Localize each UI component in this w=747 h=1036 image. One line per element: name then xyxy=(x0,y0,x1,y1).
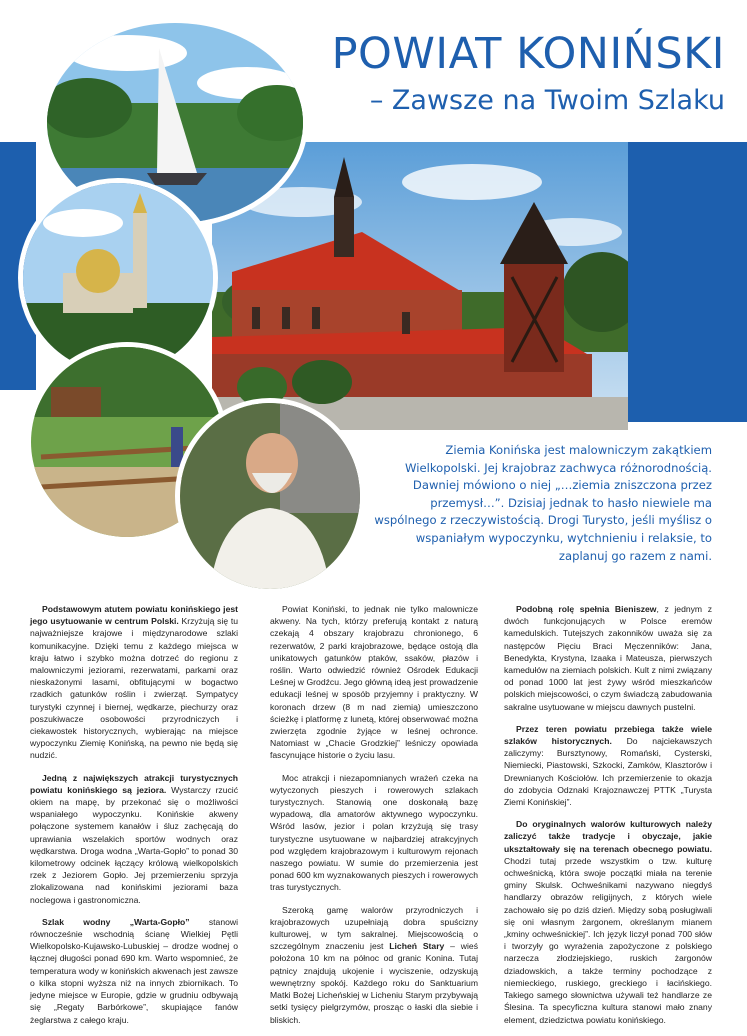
col1-paragraph-1: Podstawowym atutem powiatu konińskiego jest jego usytuowanie w centrum Polski. Krzyżują się tu najważniejsze krajowe i międzynarodowe szlaki komunikacyjne. Dzięki temu z każdego miejsca w kraju łatwo i szybko można dotrzeć do regionu z malowniczymi jeziorami, rezerwatami, parkami oraz nieskażonymi lasami, obfitującymi w bogactwo rzadkich gatunków roślin i zwierząt. Sympatycy turystyki czynnej i biernej, wędkarze, piechurzy oraz poszukiwacze osobowości przyrodniczych i ciekawostek historycznych, wybierając na miejsce wypoczynku Ziemię Konińską, na pewno nie będą się nudzić. xyxy=(30,604,238,761)
blue-band-right xyxy=(628,142,747,422)
column-3 xyxy=(504,603,712,1036)
col3-paragraph-1: Podobną rolę spełnia Bieniszew, z jednym z dwóch funkcjonujących w Polsce eremów kamedulskich. Tutejszych zakonników uważa się za następców Pięciu Braci Męczenników: Jana, Benedykta, Krystyna, Izaaka i Mateusza, pierwszych kamedułów na ziemiach polskich. Kult z nimi związany od ponad 1000 lat jest żywy wśród mieszkańców polskich miejscowości, o czym świadczą zabudowania sakralne usytuowane w miejscu dawnych pustelni. xyxy=(504,604,712,712)
page-title: POWIAT KONIŃSKI xyxy=(331,29,725,79)
column-1 xyxy=(30,603,238,1036)
intro-text: Ziemia Konińska jest malowniczym zakątkiem Wielkopolski. Jej krajobraz zachwyca różnorodnością. Dawniej mówiono o niej „…ziemia zniszczona przez przemysł…”. Dzisiaj jednak to hasło niewiele ma wspólnego z rzeczywistością. Drogi Turysto, jeśli myślisz o wspaniałym wypoczynku, wytchnieniu i relaksie, to zaplanuj go razem z nami. xyxy=(374,443,712,563)
col1-paragraph-3: Szlak wodny „Warta-Gopło” stanowi równocześnie wschodnią ścianę Wielkiej Pętli Wielkopolsko-Kujawsko-Lubuskiej – drodze wodnej o łącznej długości ponad 690 km. Warto wspomnieć, że temperatura wody w konińskich akwenach jest zawsze o kilka stopni wyższa niż na innych zbiornikach. To jedyne miejsce w Europie, gdzie w grudniu odbywają się „Regaty Barbórkowe”, skupiające fanów żeglarstwa z całego kraju. xyxy=(30,916,238,1025)
page-subtitle: – Zawsze na Twoim Szlaku xyxy=(369,85,725,116)
col2-paragraph-2: Moc atrakcji i niezapomnianych wrażeń czeka na wytyczonych pieszych i rowerowych szlakach turystycznych. Stanowią one doskonałą bazę wypadową, dla amatorów aktywnego wypoczynku. Wśród lasów, jezior i polan krzyżują się trasy turystyczne usytuowane w najbardziej atrakcyjnych pod względem krajobrazowym i kulturowym rejonach naszego powiatu. W sumie do przemierzenia jest ponad 600 km wyznakowanych pieszych i rowerowych tras turystycznych. xyxy=(270,772,478,893)
monk-photo xyxy=(175,398,365,594)
col1-paragraph-2: Jedną z największych atrakcji turystycznych powiatu konińskiego są jeziora. Wystarczy rzucić okiem na mapę, by przekonać się o możliwości wspaniałego wypoczynku. Konińskie akweny połączone systemem kanałów i śluz zachęcają do uprawiania wszelakich sportów wodnych oraz wędkarstwa. Droga wodna „Warta-Gopło” to ponad 30 kilometrowy odcinek łączący królową wielkopolskich rzek z Jeziorem Gopło. Jej przemierzeniu sprzyja zlokalizowana nad konińskimi jeziorami baza noclegowa i gastronomiczna. xyxy=(30,772,239,905)
col3-paragraph-2: Przez teren powiatu przebiega także wiele szlaków historycznych. Do najciekawszych zaliczymy: Bursztynowy, Romański, Cysterski, Niemiecki, Piastowski, Szkocki, Zamków, Klasztorów i Drewnianych Kościołów. Ich przemierzenie to okazja do zdobycia Odznaki Krajoznawczej PTTK „Turysta Ziemi Konińskiej”. xyxy=(504,723,712,808)
column-2 xyxy=(270,603,478,1036)
col3-paragraph-3: Do oryginalnych walorów kulturowych należy zaliczyć także tradycje i obyczaje, jakie ukształtowały się na terenach obecnego powiatu. Chodzi tutaj przede wszystkim o tzw. kulturę ochweśnicką, która swoje początki miała na terenie gminy Skulsk. Ochweśnikami nazywano niegdyś handlarzy obrazów religijnych, z których wiele zachowało się po dziś dzień. Między sobą posługiwali się oni własnym żargonem, określanym mianem „kminy ochweśnickiej”. Ich język liczył ponad 700 słów i tworzyły go wyrażenia zapożyczone z polskiego narzecza złodziejskiego, ruskich żargonów dziadowskich, a także terminy pochodzące z niemieckiego, ruskiego, greckiego i łacińskiego. Takiego samego słownictwa używali też handlarze ze Ślesina. Ta specyficzna kultura stanowi mało znany element, dziedzictwa powiatu konińskiego. xyxy=(504,819,712,1025)
col2-paragraph-1: Powiat Koniński, to jednak nie tylko malownicze akweny. Na tych, którzy preferują kontakt z naturą czekają 4 obszary krajobrazu chronionego, 6 rezerwatów, 2 parki krajobrazowe, będące ostoją dla unikatowych gatunków ptaków, ssaków, płazów i roślin. Warto odwiedzić również Ośrodek Edukacji Leśnej w Grodźcu. Jego główną ideą jest prowadzenie edukacji leśnej w sposób przyjemny i praktyczny. W koronach drzew (8 m nad ziemią) umieszczono ścieżkę i platformę z lunetą, której obserwować można zwierzęta zgodnie żyjące w leśnej ochronce. Natomiast w „Chacie Grodzkiej” leśniczy opowiada fascynujące historie o życiu lasu. xyxy=(270,604,478,761)
col2-paragraph-3: Szeroką gamę walorów przyrodniczych i krajobrazowych uzupełniają dobra spuścizny kulturowej, w tym sakralnej. Miejscowością o szczególnym znaczeniu jest Licheń Stary – wieś położona 10 km na północ od granic Konina. Tutaj pątnicy znajdują ukojenie i wyciszenie, odzyskują wewnętrzny spokój. Każdego roku do Sanktuarium Matki Bożej Licheńskiej w Licheniu Starym przybywają setki tysięcy pielgrzymów, prosząc o łaski dla siebie i bliskich. xyxy=(270,904,478,1025)
